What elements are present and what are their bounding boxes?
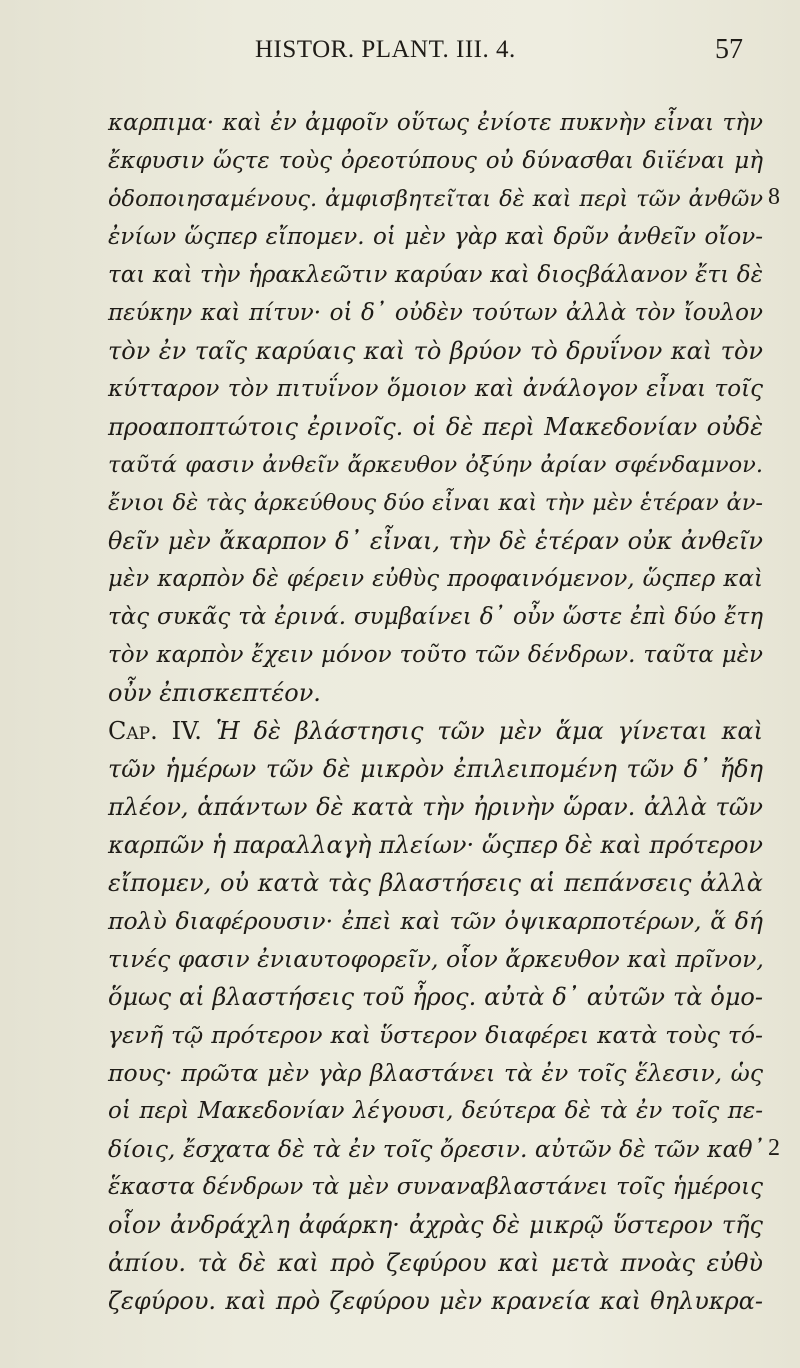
text-line: δίοις, ἔσχατα δὲ τὰ ἐν τοῖς ὄρεσιν. αὐτῶν δὲ τῶν καθ᾽ — [108, 1135, 765, 1163]
text-line: θεῖν μὲν ἄκαρπον δ᾽ εἶναι, τὴν δὲ ἑτέραν οὐκ ἀνθεῖν — [108, 527, 763, 555]
text-line: πους· πρῶτα μὲν γὰρ βλαστάνει τὰ ἐν τοῖς ἕλεσιν, ὡς — [108, 1059, 763, 1087]
page-number: 57 — [715, 34, 743, 65]
text-line: οἱ περὶ Μακεδονίαν λέγουσι, δεύτερα δὲ τὰ ἐν τοῖς πε- — [108, 1098, 763, 1124]
text-line: ὁδοποιησαμένους. ἀμφισβητεῖται δὲ καὶ περὶ τῶν ἀνθῶν — [108, 186, 763, 212]
text-line: εἴπομεν, οὐ κατὰ τὰς βλαστήσεις αἱ πεπάνσεις ἀλλὰ — [108, 869, 763, 897]
text-line: ζεφύρου. καὶ πρὸ ζεφύρου μὲν κρανεία καὶ θηλυκρα- — [108, 1287, 763, 1315]
text-line: τὸν ἐν ταῖς καρύαις καὶ τὸ βρύον τὸ δρυΐνον καὶ τὸν — [108, 337, 763, 365]
text-line: ἔκφυσιν ὥςτε τοὺς ὀρεοτύπους οὐ δύνασθαι διϊέναι μὴ — [108, 148, 763, 174]
text-line: μὲν καρπὸν δὲ φέρειν εὐθὺς προφαινόμενον, ὥςπερ καὶ — [108, 566, 763, 592]
text-line: οὖν ἐπισκεπτέον. — [108, 679, 321, 707]
chapter-opening-text: Ἡ δὲ βλάστησις τῶν μὲν ἅμα γίνεται καὶ — [215, 717, 763, 745]
text-line: πολὺ διαφέρουσιν· ἐπεὶ καὶ τῶν ὀψικαρποτέρων, ἅ δή — [108, 907, 763, 935]
chapter-line — [108, 712, 763, 750]
text-line: κύτταρον τὸν πιτυΐνον ὅμοιον καὶ ἀνάλογον εἶναι τοῖς — [108, 376, 763, 402]
text-line: ἀπίου. τὰ δὲ καὶ πρὸ ζεφύρου καὶ μετὰ πνοὰς εὐθὺ — [108, 1249, 763, 1277]
running-head: HISTOR. PLANT. III. 4. — [255, 36, 516, 63]
text-line: γενῆ τῷ πρότερον καὶ ὕστερον διαφέρει κατὰ τοὺς τό- — [108, 1021, 763, 1049]
margin-section-number: 2 — [768, 1135, 780, 1161]
text-line: πλέον, ἁπάντων δὲ κατὰ τὴν ἠρινὴν ὥραν. ἀλλὰ τῶν — [108, 793, 763, 821]
text-line: τῶν ἡμέρων τῶν δὲ μικρὸν ἐπιλειπομένη τῶν δ᾽ ἤδη — [108, 755, 763, 783]
chapter-label: Cap. IV. — [108, 717, 202, 745]
text-line: πεύκην καὶ πίτυν· οἱ δ᾽ οὐδὲν τούτων ἀλλὰ τὸν ἴουλον — [108, 300, 763, 326]
text-line: ὅμως αἱ βλαστήσεις τοῦ ἦρος. αὐτὰ δ᾽ αὐτῶν τὰ ὁμο- — [108, 983, 763, 1011]
margin-section-number: 8 — [768, 184, 780, 210]
text-line: καρπῶν ἡ παραλλαγὴ πλείων· ὥςπερ δὲ καὶ πρότερον — [108, 831, 763, 859]
text-line: ἕκαστα δένδρων τὰ μὲν συναναβλαστάνει τοῖς ἡμέροις — [108, 1174, 763, 1200]
text-line: τινές φασιν ἐνιαυτοφορεῖν, οἷον ἄρκευθον καὶ πρῖνον, — [108, 945, 764, 973]
page-header — [0, 34, 800, 74]
text-line: ἔνιοι δὲ τὰς ἀρκεύθους δύο εἶναι καὶ τὴν μὲν ἑτέραν ἀν- — [108, 490, 763, 516]
text-line: ἐνίων ὥςπερ εἴπομεν. οἱ μὲν γὰρ καὶ δρῦν ἀνθεῖν οἴον- — [108, 224, 763, 250]
text-line: τὸν καρπὸν ἔχειν μόνον τοῦτο τῶν δένδρων. ταῦτα μὲν — [108, 642, 763, 668]
text-line: καρπιμα· καὶ ἐν ἀμφοῖν οὕτως ἐνίοτε πυκνὴν εἶναι τὴν — [108, 110, 763, 136]
text-line: οἷον ἀνδράχλη ἀφάρκη· ἀχρὰς δὲ μικρῷ ὕστερον τῆς — [108, 1211, 763, 1239]
text-line: προαποπτώτοις ἐρινοῖς. οἱ δὲ περὶ Μακεδονίαν οὐδὲ — [108, 413, 763, 441]
text-line: ταῦτά φασιν ἀνθεῖν ἄρκευθον ὀξύην ἀρίαν σφένδαμνον. — [108, 452, 763, 478]
text-line: ται καὶ τὴν ἡρακλεῶτιν καρύαν καὶ διοςβάλανον ἔτι δὲ — [108, 262, 763, 288]
text-line: τὰς συκᾶς τὰ ἐρινά. συμβαίνει δ᾽ οὖν ὥστε ἐπὶ δύο ἔτη — [108, 604, 763, 630]
